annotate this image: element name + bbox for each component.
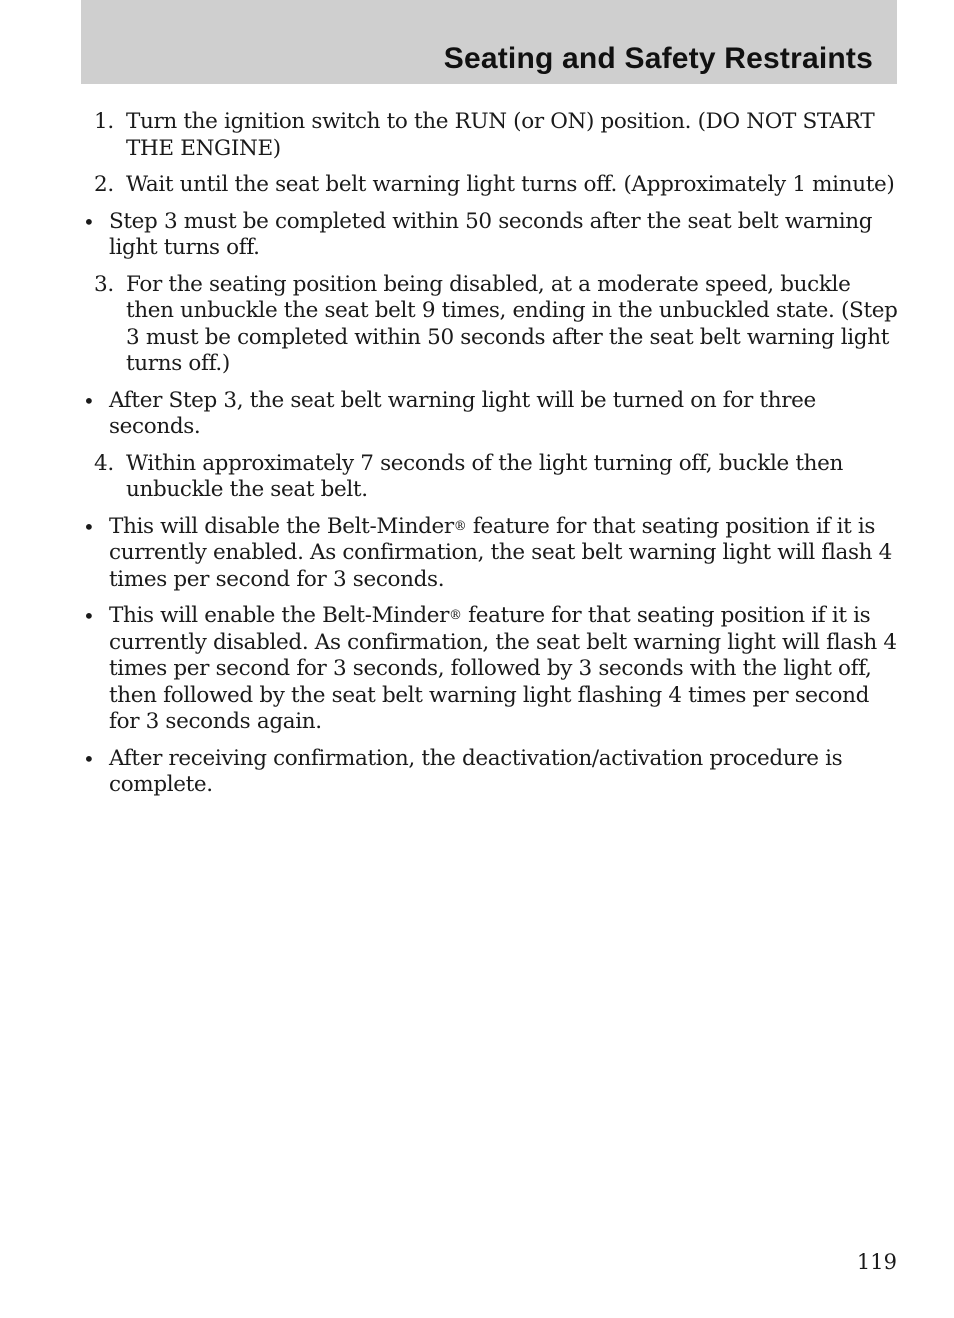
- step-2: [81, 172, 899, 199]
- bullet-text-start: This will enable the Belt-Minder: [109, 603, 450, 628]
- step-number: 3.: [94, 271, 114, 297]
- bullet-icon: •: [83, 514, 95, 539]
- bullet-note: [81, 209, 899, 262]
- bullet-text: Step 3 must be completed within 50 seconds after the seat belt warning light turns off.: [109, 208, 873, 260]
- step-text: Wait until the seat belt warning light turns off. (Approximately 1 minute): [126, 172, 895, 197]
- step-4: [81, 451, 899, 504]
- bullet-text-end: feature for that seating position if it is currently enabled. As confirmation, the seat belt warning light will flash 4 times per second for 3 seconds.: [109, 513, 892, 592]
- step-number: 1.: [94, 109, 114, 134]
- bullet-icon: •: [83, 388, 95, 413]
- bullet-note: [81, 746, 899, 799]
- page-number: 119: [856, 1250, 897, 1274]
- bullet-text: After Step 3, the seat belt warning light will be turned on for three seconds.: [109, 387, 816, 439]
- bullet-text-start: This will disable the Belt-Minder: [109, 513, 454, 539]
- step-text: For the seating position being disabled, at a moderate speed, buckle then unbuckle the seat belt 9 times, ending in the unbuckled state. (Step 3 must be completed within 50 seconds after the seat belt warning light turns off.): [126, 271, 898, 376]
- registered-mark: ®: [449, 608, 462, 623]
- bullet-text-end: feature for that seating position if it is currently disabled. As confirmation, the seat belt warning light will flash 4 times per second for 3 seconds, followed by 3 seconds with the light off, then followed by the seat belt warning light flashing 4 times per second for 3 seconds again.: [109, 603, 897, 734]
- instruction-list: [81, 109, 899, 809]
- bullet-text: [109, 514, 892, 592]
- header-band: [81, 0, 897, 84]
- bullet-icon: •: [83, 746, 95, 771]
- step-number: 2.: [94, 172, 114, 197]
- bullet-note: [81, 388, 899, 441]
- bullet-note: [81, 603, 899, 736]
- bullet-text: After receiving confirmation, the deactivation/activation procedure is complete.: [109, 745, 843, 797]
- step-text: Within approximately 7 seconds of the light turning off, buckle then unbuckle the seat belt.: [126, 450, 844, 502]
- page-title: Seating and Safety Restraints: [443, 42, 873, 75]
- step-3: [81, 272, 899, 378]
- bullet-icon: •: [83, 604, 95, 628]
- step-1: [81, 109, 899, 162]
- bullet-note: [81, 514, 899, 594]
- bullet-icon: •: [83, 209, 95, 234]
- bullet-text: [109, 603, 897, 734]
- step-text: Turn the ignition switch to the RUN (or ON) position. (DO NOT START THE ENGINE): [126, 109, 875, 161]
- registered-mark: ®: [453, 518, 467, 534]
- step-number: 4.: [94, 450, 114, 476]
